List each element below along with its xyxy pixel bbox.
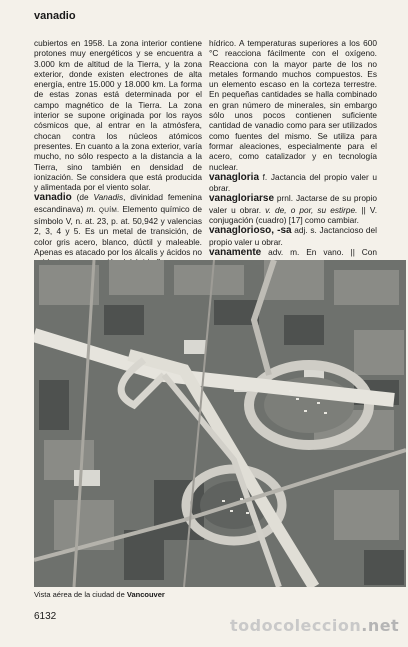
headword-suffix: , -sa bbox=[271, 225, 292, 237]
field-tag: QUÍM. bbox=[98, 206, 120, 214]
entry-definition: f. Jactancia del propio valer u obrar. bbox=[209, 171, 377, 194]
entry-vanagloria bbox=[209, 172, 377, 194]
entry-continuation: cubiertos en 1958. La zona interior contiene protones muy energéticos y se encuentra a 3.000 km de altitud de la Tierra, y la zona exterior, donde existen electrones de alta energía, entre 15.000 y 18.000 km. La forma de estas zonas está determinada por el campo magnético de la Tierra. La zona interior se supone originada por los rayos cósmicos que, al entrar en la atmósfera, chocan contra los núcleos atómicos presentes. En cuanto a la zona exterior, varía mucho, no sólo respecto a la distancia a la Tierra, sino también en densidad de ionización. Se considera que está producida y alimentada por el viento solar. bbox=[34, 38, 202, 193]
headword: vanaglorioso bbox=[209, 225, 272, 237]
entry-definition: prnl. Jactarse de su propio valer u obrar. bbox=[209, 193, 377, 215]
entry-continuation: hídrico. A temperaturas superiores a los 600 °C reacciona fácilmente con el oxígeno. Reacciona con la mayor parte de los no metales formando muchos compuestos. Es un elemento escaso en la corteza terrestre. En pequeñas cantidades se halla combinado en gran número de minerales, sin embargo sólo unos pocos contienen suficiente cantidad de vanadio como para ser utilizados como fuentes del mismo. Se utiliza para formar aleaciones, especialmente para el acero, como catalizador y en tecnología nuclear. bbox=[209, 38, 377, 172]
caption-city: Vancouver bbox=[126, 590, 165, 599]
watermark-text: todocoleccion bbox=[230, 616, 362, 635]
entry-vanaglorioso bbox=[209, 225, 377, 247]
watermark-domain: .net bbox=[361, 616, 400, 635]
photo-caption bbox=[34, 590, 165, 599]
grammar-tag: m. bbox=[86, 203, 96, 214]
entry-definition: adj. s. Jactancioso del propio valer u obrar. bbox=[209, 225, 377, 247]
entry-definition: adv. m. En vano. || Con bbox=[268, 246, 377, 257]
headword: vanagloriarse bbox=[209, 193, 275, 205]
page-header-word: vanadio bbox=[34, 10, 76, 22]
headword: vanadio bbox=[34, 192, 72, 204]
entry-vanadio bbox=[34, 192, 202, 267]
entry-vanagloriarse bbox=[209, 193, 377, 225]
headword: vanamente bbox=[209, 246, 262, 258]
entry-text: (de bbox=[71, 192, 94, 203]
aerial-photo bbox=[34, 260, 406, 587]
entry-definition: Elemento químico de símbolo V, n. at. 23, p. at. 50,942 y valencias 2, 3, 4 y 5. Es un metal de transición, de color gris acero, blanco, dúctil y maleable. Apenas es atacado por los álcalis y ácidos no bbox=[34, 203, 202, 257]
watermark bbox=[230, 616, 399, 635]
entry-text: , divinidad femenina escandinava) bbox=[34, 192, 202, 214]
caption-text: Vista aérea de la ciudad de bbox=[34, 590, 127, 599]
headword: vanagloria bbox=[209, 171, 260, 183]
right-column bbox=[209, 38, 377, 279]
entry-text: || V. conjugación (cuadro) [17] como cambiar. bbox=[209, 204, 378, 226]
left-column bbox=[34, 38, 202, 268]
entry-example: v. de, o por, su estirpe. bbox=[265, 204, 358, 215]
entry-etymology: Vanadis bbox=[93, 192, 124, 203]
aerial-photo-illustration bbox=[34, 260, 406, 587]
page-number: 6132 bbox=[34, 611, 57, 622]
